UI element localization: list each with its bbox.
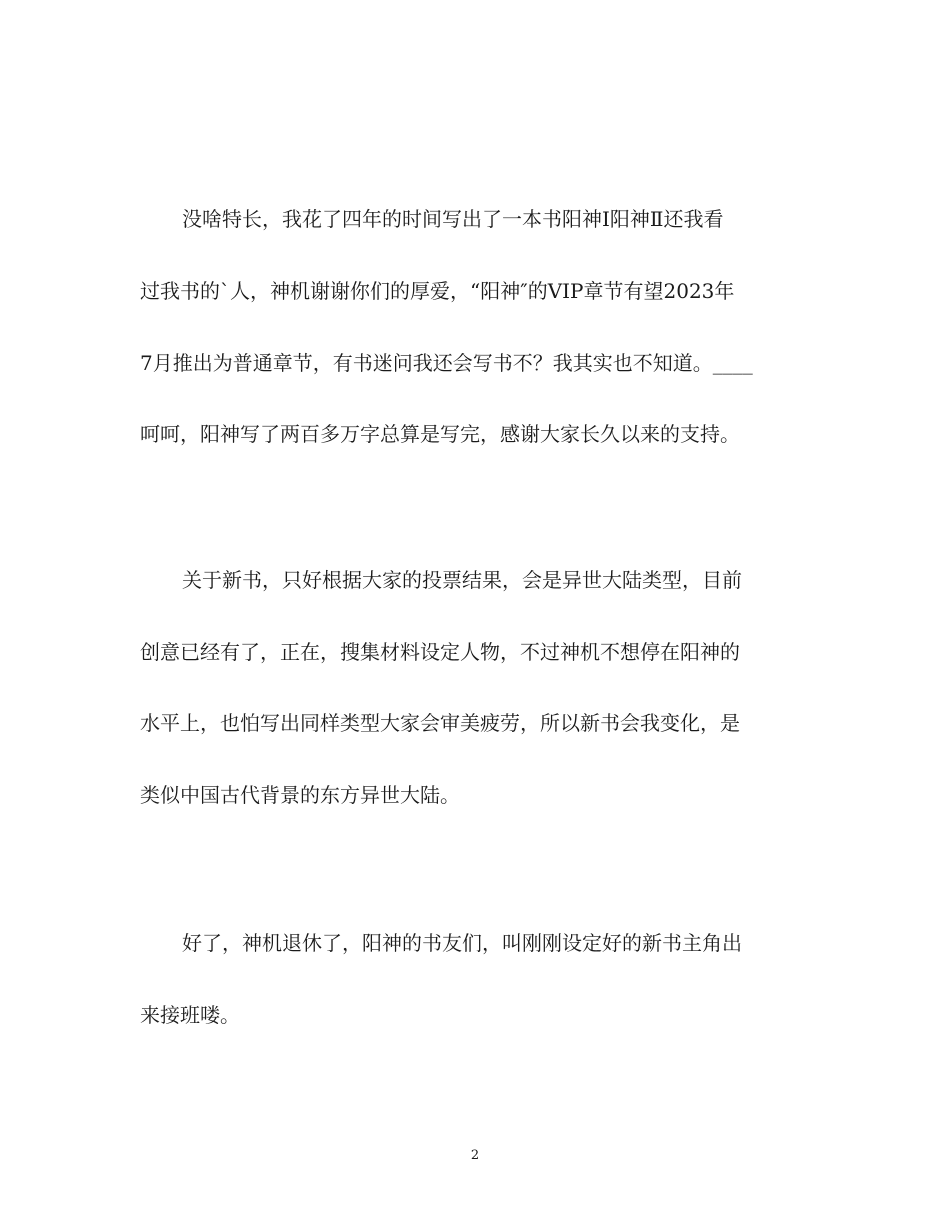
text-line: 7月推出为普通章节，有书迷问我还会写书不？我其实也不知道。____	[140, 351, 753, 375]
text-line: 关于新书，只好根据大家的投票结果，会是异世大陆类型，目前	[182, 568, 742, 592]
text-line: 呵呵，阳神写了两百多万字总算是写完，感谢大家长久以来的支持。	[140, 422, 740, 446]
text-line: 来接班喽。	[140, 1003, 240, 1027]
page-number: 2	[470, 1148, 480, 1163]
text-line: 好了，神机退休了，阳神的书友们，叫刚刚设定好的新书主角出	[182, 931, 742, 955]
text-line: 没啥特长，我花了四年的时间写出了一本书阳神Ⅰ阳神Ⅱ还我看	[182, 207, 724, 231]
text-line: 创意已经有了，正在，搜集材料设定人物，不过神机不想停在阳神的	[140, 640, 740, 664]
text-line: 类似中国古代背景的东方异世大陆。	[140, 783, 460, 807]
text-line: 水平上，也怕写出同样类型大家会审美疲劳，所以新书会我变化，是	[140, 711, 740, 735]
text-line: 过我书的`人，神机谢谢你们的厚爱，“阳神″的VIP章节有望2023年	[140, 279, 735, 303]
